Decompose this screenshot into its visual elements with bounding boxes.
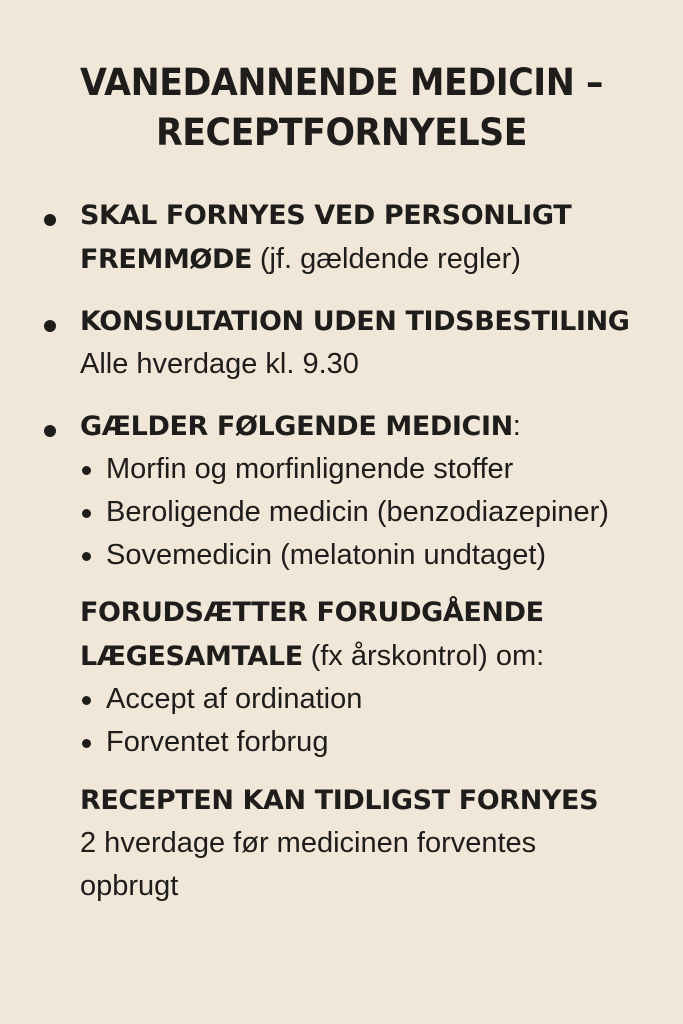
medicine-list — [80, 448, 680, 577]
list-item — [80, 534, 680, 577]
section-walk-in-consultation — [80, 300, 680, 386]
section-heading-colon: : — [512, 410, 521, 442]
page-title — [20, 58, 662, 158]
title-line-1: VANEDANNENDE MEDICIN – — [80, 61, 603, 104]
bullet-dot — [44, 425, 56, 437]
bullet-dot — [82, 509, 91, 518]
list-item-text: Forventet forbrug — [106, 726, 329, 758]
section-applicable-medicine — [80, 404, 680, 577]
bullet-dot — [82, 739, 91, 748]
section-prior-consultation — [80, 591, 680, 764]
list-item-text: Sovemedicin (melatonin undtaget) — [106, 539, 547, 571]
list-item — [80, 678, 680, 721]
consultation-time: Alle hverdage kl. 9.30 — [80, 348, 359, 380]
conditions-list — [80, 678, 680, 764]
list-item — [80, 721, 680, 764]
title-line-2: RECEPTFORNYELSE — [155, 111, 528, 154]
section-note: (fx årskontrol) om: — [310, 640, 545, 672]
bullet-dot — [44, 320, 56, 332]
section-heading: SKAL FORNYES VED PERSONLIGT — [80, 200, 572, 231]
bullet-dot — [82, 466, 91, 475]
section-heading-continued: FREMMØDE — [80, 244, 253, 275]
renewal-text-line-1: 2 hverdage før medicinen forventes — [80, 827, 537, 859]
bullet-dot — [82, 696, 91, 705]
section-heading: KONSULTATION UDEN TIDSBESTILING — [80, 306, 630, 337]
section-earliest-renewal — [80, 779, 680, 908]
list-item-text: Morfin og morfinlignende stoffer — [106, 453, 514, 485]
list-item — [80, 491, 680, 534]
bullet-dot — [82, 552, 91, 561]
section-heading: FORUDSÆTTER FORUDGÅENDE — [80, 597, 544, 628]
list-item-text: Beroligende medicin (benzodiazepiner) — [106, 496, 609, 528]
section-personal-attendance — [80, 194, 680, 281]
bullet-dot — [44, 214, 56, 226]
renewal-text-line-2: opbrugt — [80, 870, 179, 902]
list-item — [80, 448, 680, 491]
section-heading: GÆLDER FØLGENDE MEDICIN — [80, 411, 513, 442]
section-heading-continued: LÆGESAMTALE — [80, 641, 303, 672]
section-heading: RECEPTEN KAN TIDLIGST FORNYES — [80, 785, 599, 816]
list-item-text: Accept af ordination — [106, 683, 363, 715]
section-note: (jf. gældende regler) — [259, 243, 521, 275]
